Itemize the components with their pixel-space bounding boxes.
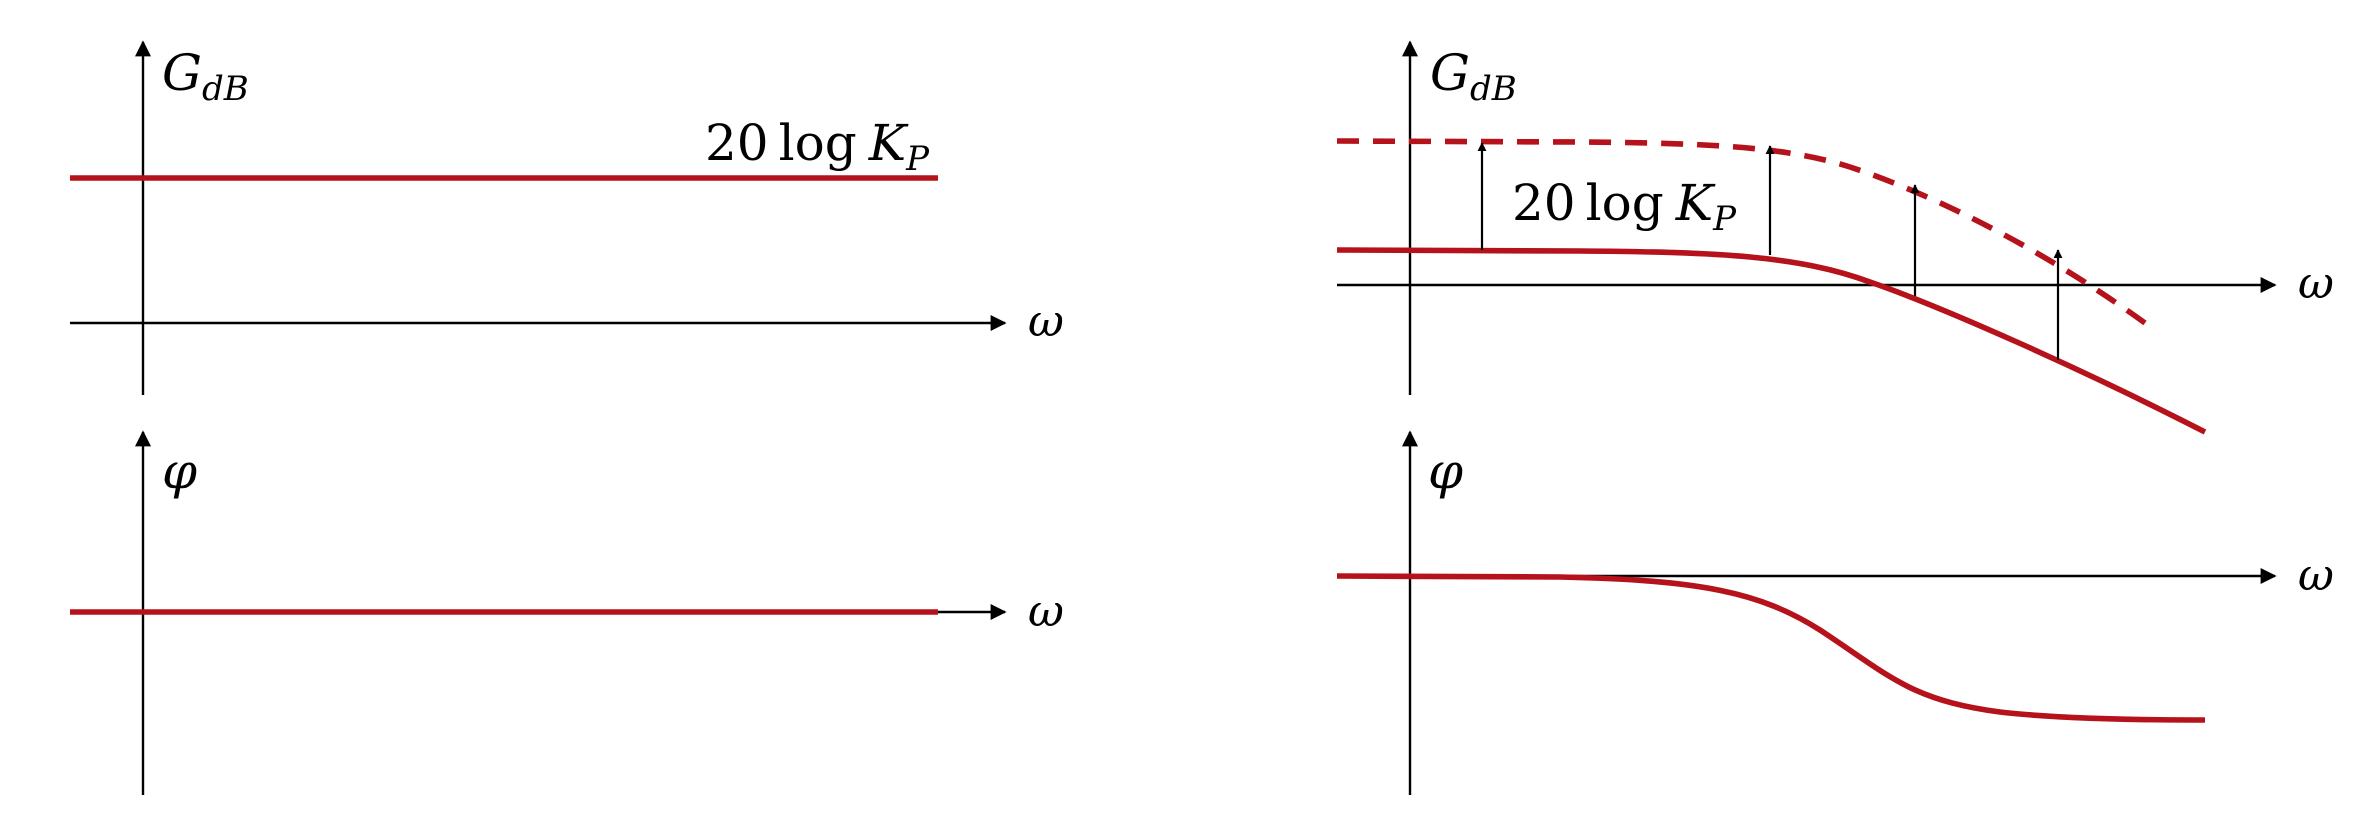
- left-gain-omega-label: ω: [1028, 296, 1064, 347]
- left-phase-axis-label: φ: [162, 442, 198, 500]
- right-gain-omega-label: ω: [2298, 258, 2334, 309]
- right-phase-axis-label: φ: [1428, 442, 1464, 500]
- left-gain-line-label: 20 $\log K_P$: [705, 114, 929, 179]
- left-phase-plot: [70, 432, 1064, 795]
- left-gain-plot: [70, 42, 1064, 395]
- right-gain-axis-label: $G_{dB}$: [1430, 44, 1517, 109]
- left-gain-axis-label: $G_{dB}$: [162, 44, 249, 109]
- right-phase-curve: [1337, 576, 2205, 720]
- left-phase-omega-label: ω: [1028, 586, 1064, 637]
- right-phase-plot: [1337, 432, 2334, 795]
- right-gain-shifted-curve: [1337, 141, 2145, 323]
- right-phase-omega-label: ω: [2298, 550, 2334, 601]
- right-shift-label: 20 $\log K_P$: [1512, 174, 1736, 239]
- right-gain-plot: [1337, 42, 2334, 432]
